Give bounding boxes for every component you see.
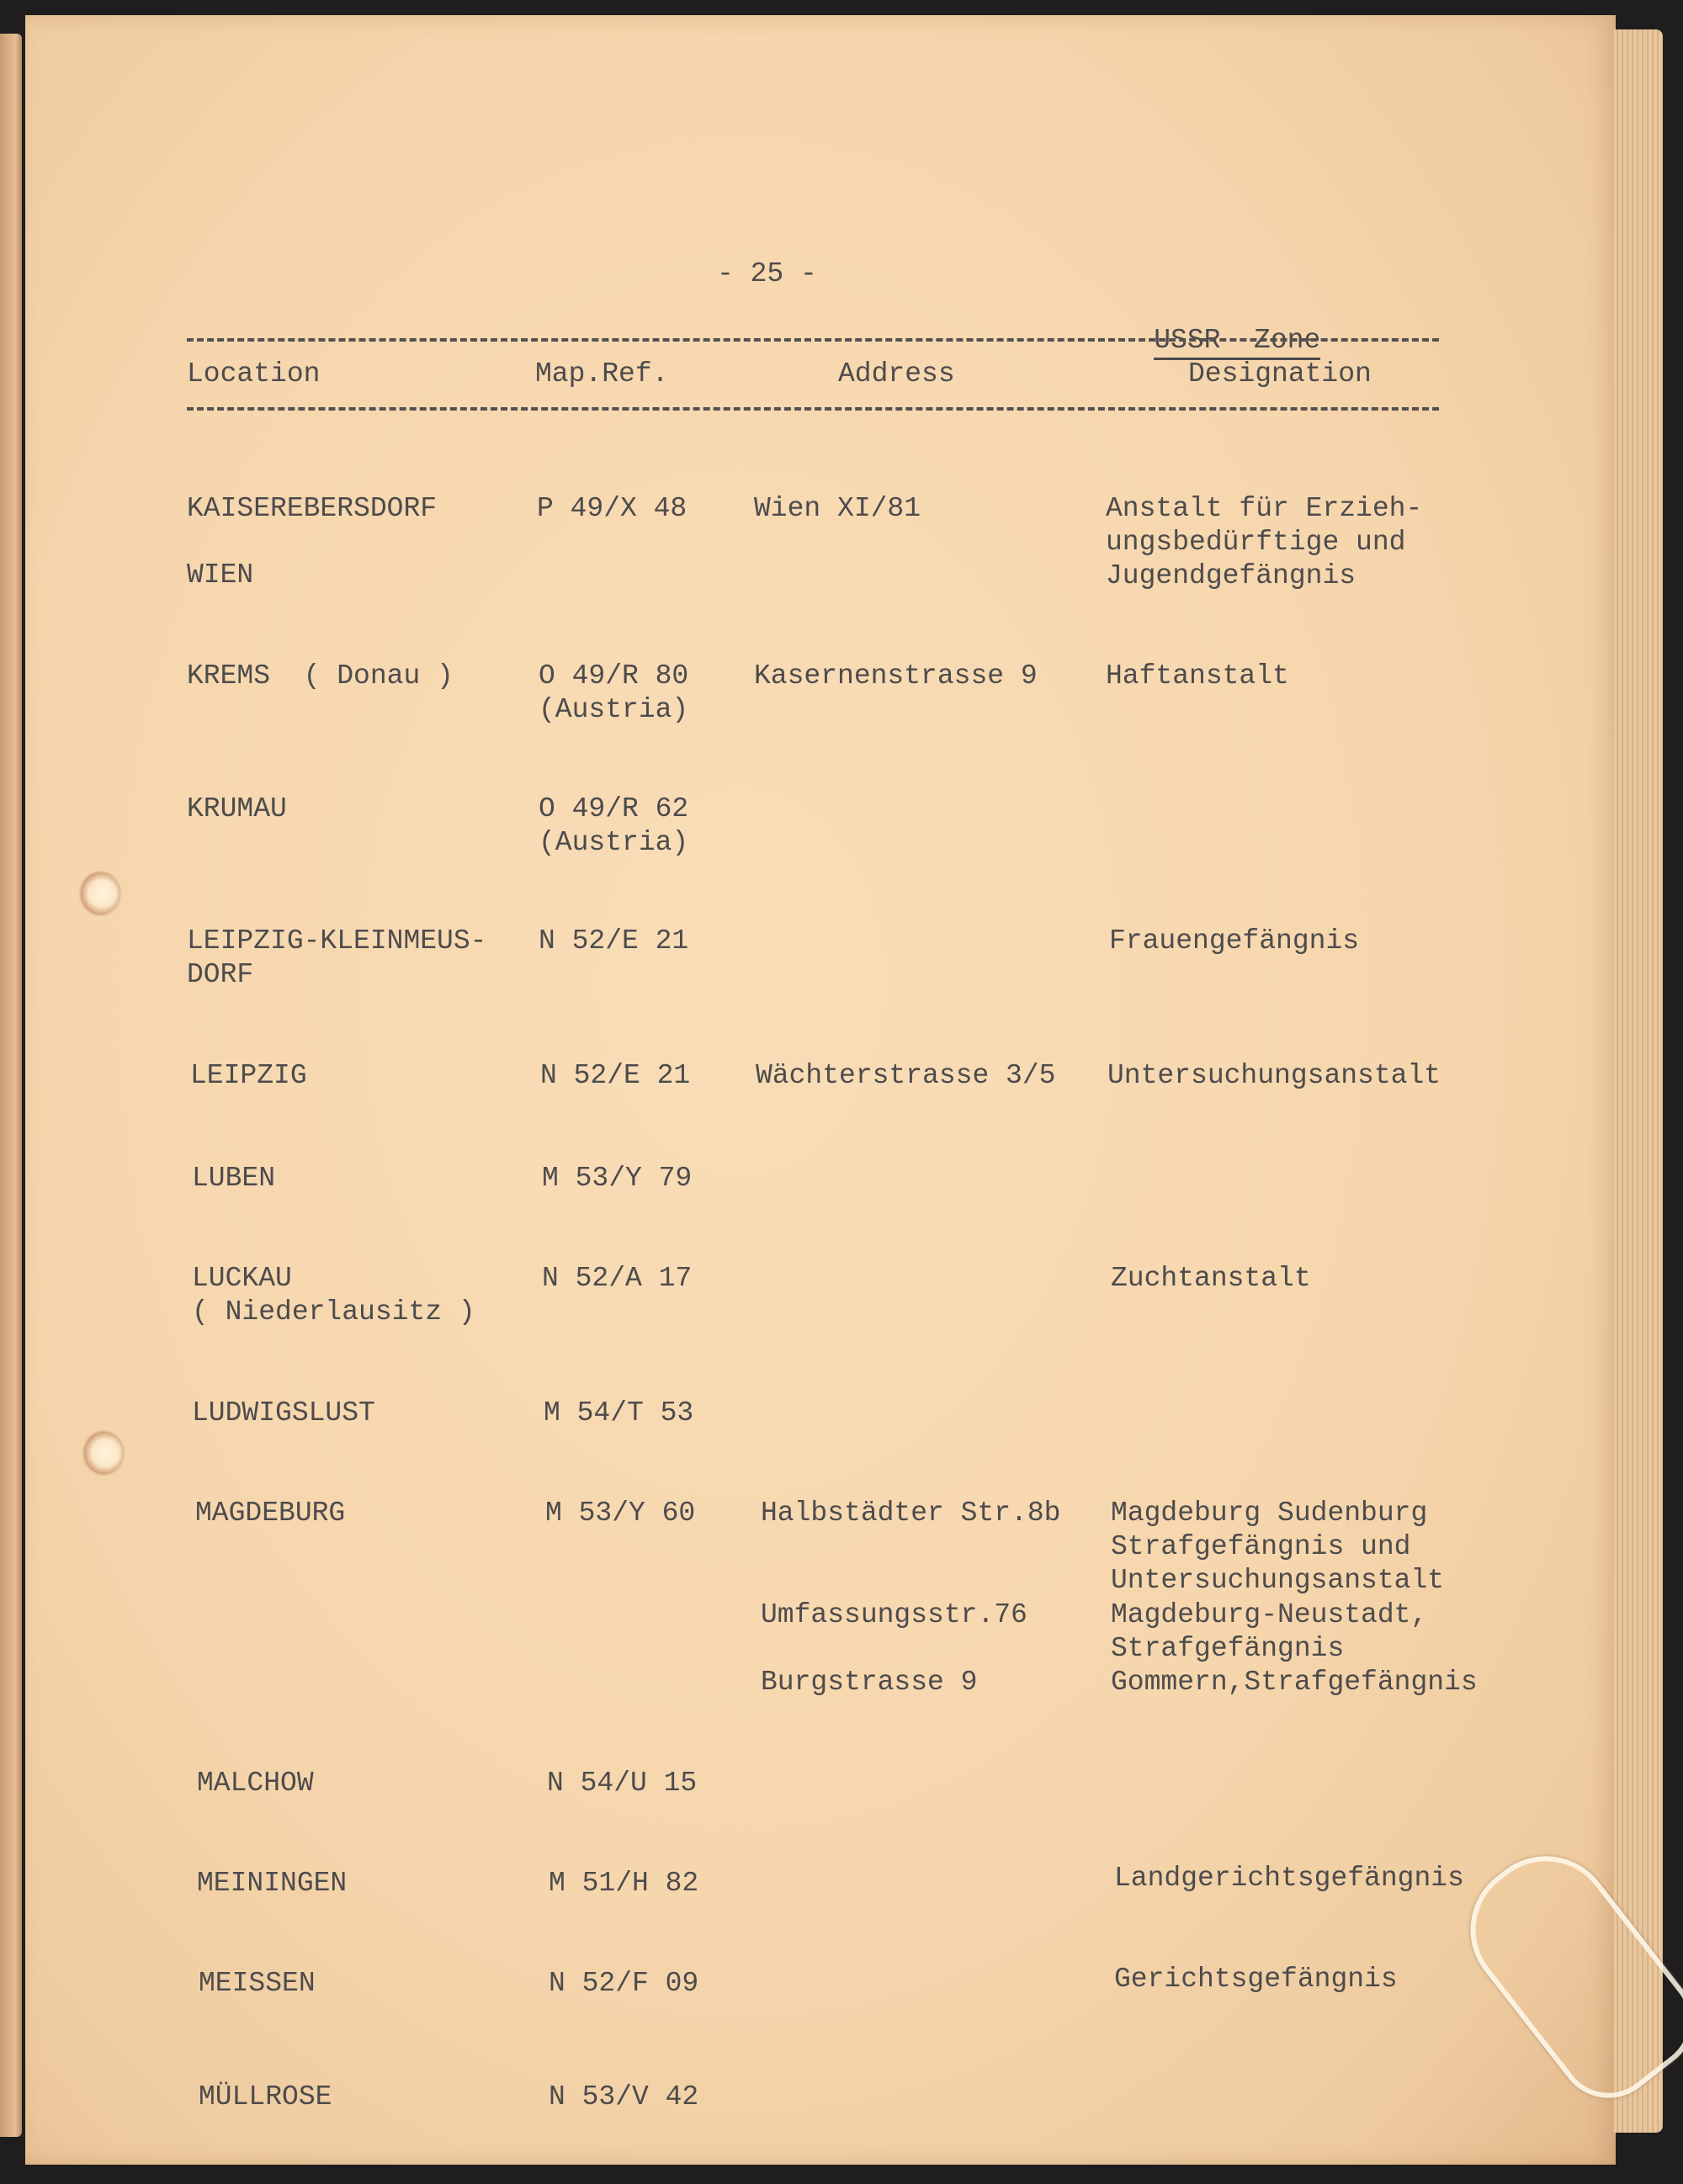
row-designation-tertiary: Gommern,Strafgefängnis	[1111, 1667, 1478, 1698]
row-designation-secondary: Magdeburg-Neustadt, Strafgefängnis	[1111, 1599, 1428, 1664]
row-map-ref: M 53/Y 60	[545, 1498, 696, 1529]
row-map-ref: N 52/E 21	[539, 925, 689, 957]
row-map-ref: N 52/A 17	[542, 1263, 693, 1294]
row-map-ref: N 54/U 15	[547, 1768, 698, 1799]
row-designation: Landgerichtsgefängnis	[1114, 1863, 1464, 1894]
row-location: MÜLLROSE	[199, 2081, 332, 2112]
column-header-map-ref: Map.Ref.	[535, 358, 669, 390]
punch-hole-upper	[81, 872, 119, 914]
row-location: MALCHOW	[197, 1768, 314, 1799]
punch-hole-lower	[84, 1432, 123, 1474]
row-designation: Untersuchungsanstalt	[1107, 1060, 1441, 1091]
row-map-ref: M 53/Y 79	[542, 1163, 693, 1194]
row-designation: Zuchtanstalt	[1111, 1263, 1311, 1294]
page-stack-edge	[1614, 29, 1663, 2133]
row-location: LUCKAU ( Niederlausitz )	[192, 1263, 475, 1328]
column-header-designation: Designation	[1188, 358, 1372, 390]
row-map-ref: P 49/X 48	[537, 493, 688, 524]
row-map-ref: O 49/R 80 (Austria)	[539, 660, 689, 725]
row-location: KRUMAU	[187, 793, 287, 824]
row-address-tertiary: Burgstrasse 9	[761, 1667, 978, 1698]
row-location: KREMS ( Donau )	[187, 660, 454, 692]
row-address-secondary: Umfassungsstr.76	[761, 1599, 1027, 1630]
zone-label: USSR Zone	[1154, 325, 1320, 360]
row-location: MAGDEBURG	[195, 1498, 346, 1529]
left-page-edge	[0, 34, 22, 2137]
page-number: - 25 -	[717, 258, 817, 289]
header-rule-bottom	[187, 407, 1439, 411]
row-address: Halbstädter Str.8b	[761, 1498, 1061, 1529]
row-map-ref: N 53/V 42	[549, 2081, 699, 2112]
row-location: LUDWIGSLUST	[192, 1397, 375, 1429]
column-header-location: Location	[187, 358, 321, 390]
row-designation: Magdeburg Sudenburg Strafgefängnis und Untersuchungsanstalt	[1111, 1498, 1445, 1596]
row-address: Wien XI/81	[754, 493, 921, 524]
row-designation: Gerichtsgefängnis	[1114, 1964, 1398, 1995]
row-map-ref: O 49/R 62 (Austria)	[539, 793, 689, 858]
row-address: Kasernenstrasse 9	[754, 660, 1038, 692]
row-location: LEIPZIG	[190, 1060, 307, 1091]
row-map-ref: N 52/E 21	[540, 1060, 691, 1091]
row-location: LEIPZIG-KLEINMEUS- DORF	[187, 925, 487, 990]
row-location: KAISEREBERSDORF	[187, 493, 438, 524]
row-location-secondary: WIEN	[187, 559, 254, 591]
column-header-address: Address	[838, 358, 955, 390]
header-rule-top	[187, 338, 1439, 342]
row-location: MEISSEN	[199, 1968, 316, 1999]
row-map-ref: M 54/T 53	[544, 1397, 694, 1429]
row-map-ref: N 52/F 09	[549, 1968, 699, 1999]
row-designation: Anstalt für Erzieh- ungsbedürftige und Jugendgefängnis	[1106, 493, 1423, 591]
row-designation: Frauengefängnis	[1109, 925, 1360, 957]
row-map-ref: M 51/H 82	[549, 1868, 699, 1899]
row-location: LUBEN	[192, 1163, 276, 1194]
row-location: MEININGEN	[197, 1868, 348, 1899]
row-address: Wächterstrasse 3/5	[756, 1060, 1056, 1091]
row-designation: Haftanstalt	[1106, 660, 1289, 692]
